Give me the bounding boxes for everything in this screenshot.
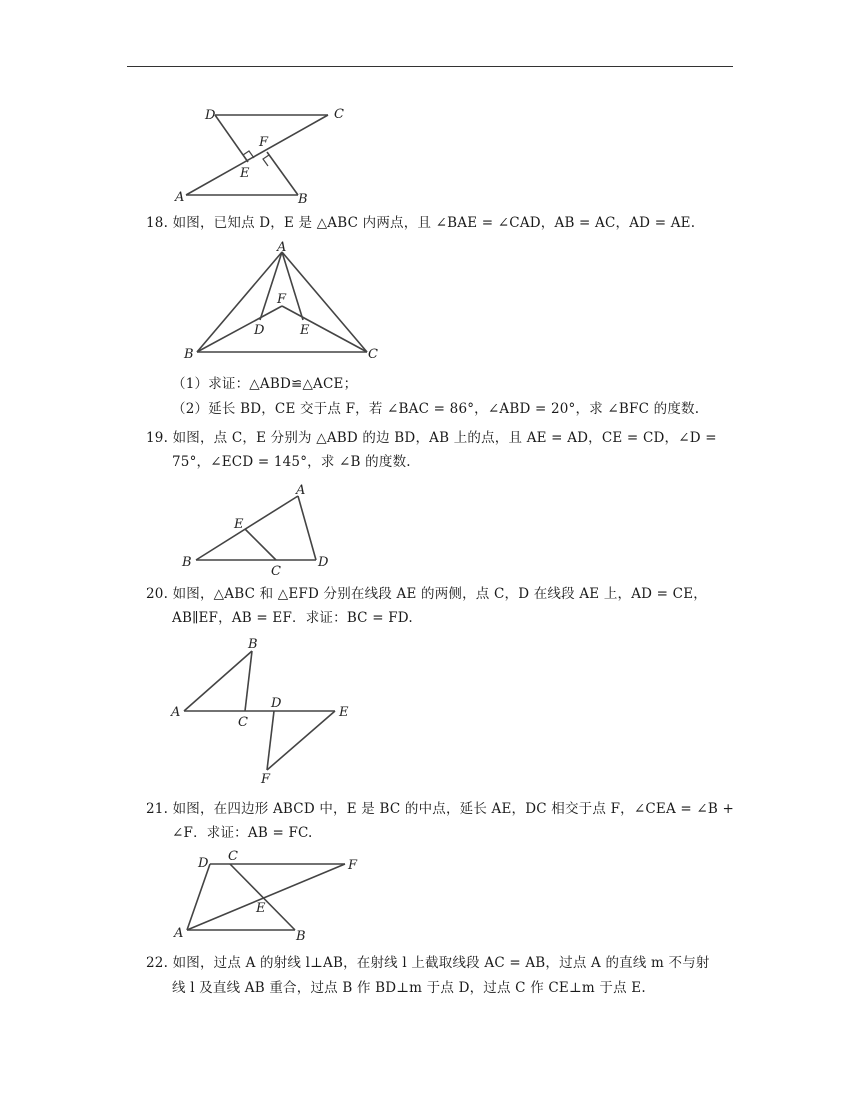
- label-b: B: [182, 555, 192, 570]
- problem-21-line1: [146, 799, 734, 819]
- label-b: B: [184, 347, 194, 362]
- problem-18-part1: （1）求证：△ABD≌△ACE；: [172, 376, 358, 392]
- label-d: D: [254, 323, 265, 338]
- problem-19-line2: 75°，∠ECD = 145°，求 ∠B 的度数.: [172, 454, 411, 470]
- problem-21-text1: 如图，在四边形 ABCD 中，E 是 BC 的中点，延长 AE，DC 相交于点 F，∠CEA = ∠B +: [172, 801, 735, 817]
- figure-17: [170, 100, 360, 208]
- figure-19: [178, 480, 338, 579]
- segment-cb: [230, 864, 295, 930]
- segment-ac: [282, 252, 367, 352]
- label-e: E: [256, 901, 266, 916]
- label-e: E: [339, 705, 349, 720]
- problem-18-number: 18.: [146, 215, 169, 231]
- label-c: C: [368, 347, 378, 362]
- label-e: E: [234, 517, 244, 532]
- label-a: A: [296, 483, 306, 498]
- segment-af: [187, 864, 345, 930]
- figure-18-svg: [175, 240, 390, 365]
- label-f: F: [277, 292, 287, 307]
- label-a: A: [171, 705, 181, 720]
- label-b: B: [296, 929, 306, 944]
- problem-22-text1: 如图，过点 A 的射线 l⊥AB，在射线 l 上截取线段 AC = AB，过点 A 的直线 m 不与射: [172, 955, 710, 971]
- segment-ac: [186, 115, 328, 195]
- segment-ec: [245, 529, 276, 560]
- problem-21-number: 21.: [146, 801, 169, 817]
- label-d: D: [205, 108, 216, 123]
- label-b: B: [248, 637, 258, 652]
- segment-fb: [267, 152, 298, 195]
- figure-17-svg: [170, 100, 360, 208]
- label-d: D: [318, 555, 329, 570]
- figure-18: [175, 240, 390, 365]
- right-angle-f: [263, 155, 269, 166]
- figure-19-svg: [178, 480, 338, 579]
- figure-20: [168, 634, 363, 786]
- label-f: F: [348, 858, 358, 873]
- problem-22-number: 22.: [146, 955, 169, 971]
- segment-cf: [282, 306, 367, 352]
- problem-22-line1: [146, 953, 710, 973]
- label-e: E: [300, 323, 310, 338]
- figure-21: [170, 848, 365, 944]
- segment-ad: [298, 496, 316, 560]
- segment-da: [187, 864, 210, 930]
- label-a: A: [175, 190, 185, 205]
- label-a: A: [277, 240, 287, 255]
- problem-20-text1: 如图，△ABC 和 △EFD 分别在线段 AE 的两侧，点 C，D 在线段 AE 上，AD = CE，: [172, 586, 707, 602]
- segment-ef: [267, 711, 335, 770]
- label-c: C: [228, 849, 238, 864]
- problem-18-line: [146, 213, 695, 233]
- label-f: F: [261, 772, 271, 787]
- problem-21-line2: ∠F．求证：AB = FC.: [172, 825, 313, 841]
- segment-ad: [260, 252, 282, 320]
- problem-18-text: 如图，已知点 D，E 是 △ABC 内两点，且 ∠BAE = ∠CAD，AB = AC，AD = AE.: [172, 215, 696, 231]
- segment-ae: [282, 252, 303, 320]
- label-f: F: [259, 135, 269, 150]
- problem-19-line1: [146, 428, 717, 448]
- label-c: C: [334, 107, 344, 122]
- segment-ab: [197, 252, 282, 352]
- problem-22-line2: 线 l 及直线 AB 重合，过点 B 作 BD⊥m 于点 D，过点 C 作 CE⊥m 于点 E.: [172, 980, 646, 996]
- label-e: E: [240, 166, 250, 181]
- label-d: D: [271, 696, 282, 711]
- label-a: A: [174, 926, 184, 941]
- figure-20-svg: [168, 634, 363, 786]
- problem-19-text1: 如图，点 C，E 分别为 △ABD 的边 BD，AB 上的点，且 AE = AD，CE = CD，∠D =: [172, 430, 717, 446]
- segment-fd: [267, 711, 274, 770]
- problem-18-part2: （2）延长 BD，CE 交于点 F，若 ∠BAC = 86°，∠ABD = 20°，求 ∠BFC 的度数.: [172, 401, 700, 417]
- label-c: C: [271, 564, 281, 579]
- label-d: D: [198, 856, 209, 871]
- figure-21-svg: [170, 848, 365, 944]
- label-b: B: [298, 192, 308, 207]
- segment-bf: [197, 306, 282, 352]
- problem-20-number: 20.: [146, 586, 169, 602]
- header-rule: [127, 66, 733, 67]
- segment-bc: [245, 651, 252, 711]
- label-c: C: [238, 715, 248, 730]
- segment-ab: [184, 651, 252, 711]
- segment-ba: [196, 496, 298, 560]
- problem-20-line2: AB∥EF，AB = EF．求证：BC = FD.: [172, 610, 413, 626]
- problem-20-line1: [146, 584, 707, 604]
- problem-19-number: 19.: [146, 430, 169, 446]
